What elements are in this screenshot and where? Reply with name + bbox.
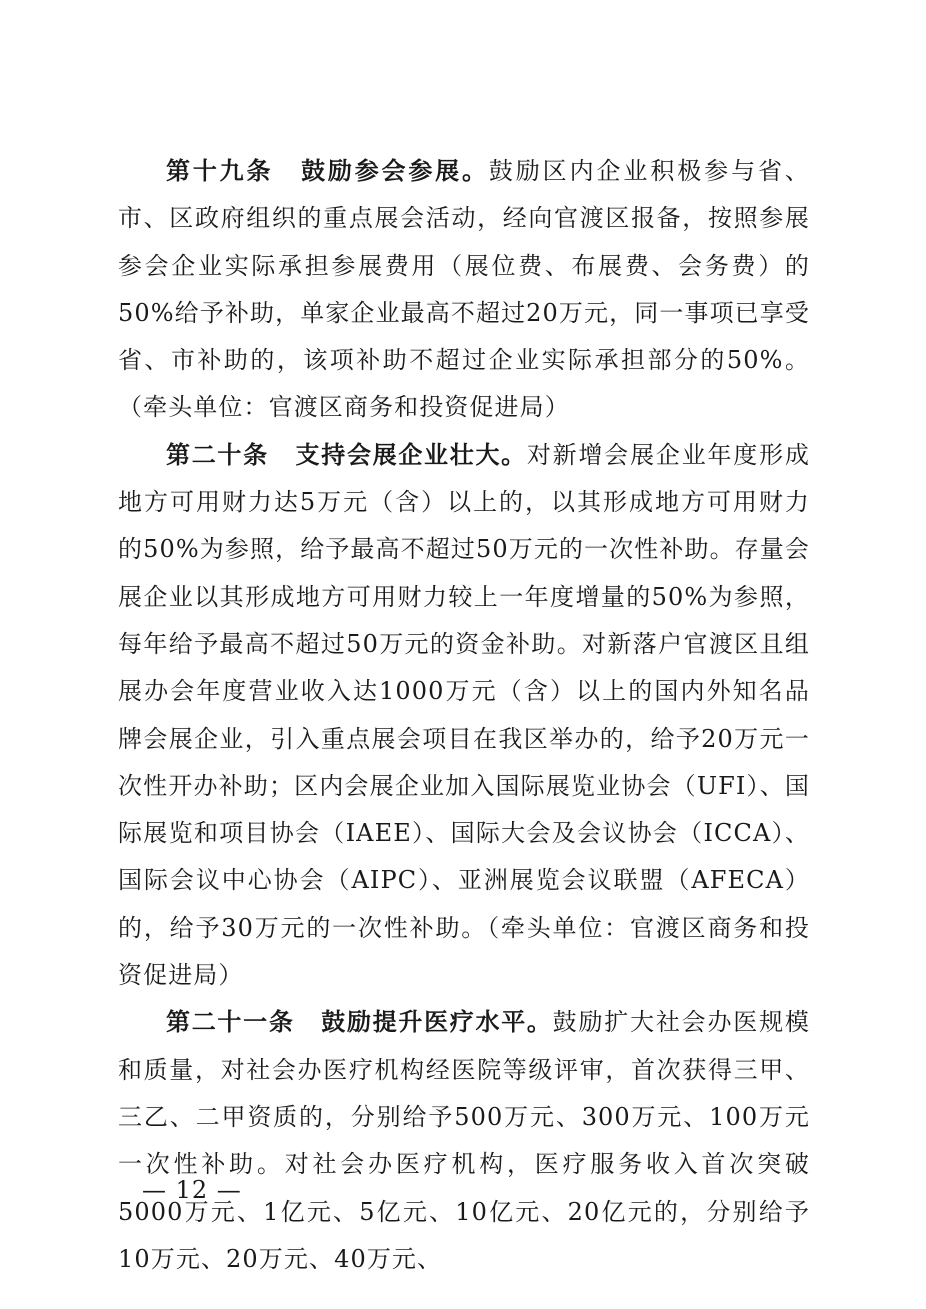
article-body: 对新增会展企业年度形成地方可用财力达5万元（含）以上的，以其形成地方可用财力的50%为参照，给予最高不超过50万元的一次性补助。存量会展企业以其形成地方可用财力较上一年度增量的50%为参照，每年给予最高不超过50万元的资金补助。对新落户官渡区且组展办会年度营业收入达1000万元（含）以上的国内外知名品牌会展企业，引入重点展会项目在我区举办的，给予20万元一次性开办补助；区内会展企业加入国际展览业协会（UFI）、国际展览和项目协会（IAEE）、国际大会及会议协会（ICCA）、国际会议中心协会（AIPC）、亚洲展览会议联盟（AFECA）的，给予30万元的一次性补助。（牵头单位：官渡区商务和投资促进局） [118, 440, 811, 990]
page-number: — 12 — [142, 1176, 242, 1204]
article-heading: 鼓励参会参展。 [299, 157, 489, 185]
article-heading: 鼓励提升医疗水平。 [320, 1008, 553, 1037]
article-heading: 支持会展企业壮大。 [294, 440, 527, 469]
article-paragraph [118, 999, 810, 1283]
article-paragraph [118, 432, 810, 1000]
article-number: 第二十条 [166, 440, 269, 469]
article-number: 第二十一条 [166, 1008, 295, 1037]
document-body [118, 148, 810, 1283]
article-body: 鼓励扩大社会办医规模和质量，对社会办医疗机构经医院等级评审，首次获得三甲、三乙、二甲资质的，分别给予500万元、300万元、100万元一次性补助。对社会办医疗机构，医疗服务收入首次突破5000万元、1亿元、5亿元、10亿元、20亿元的，分别给予10万元、20万元、40万元、 [118, 1008, 811, 1273]
article-paragraph [118, 148, 810, 432]
article-number: 第十九条 [166, 157, 274, 185]
article-body: 鼓励区内企业积极参与省、市、区政府组织的重点展会活动，经向官渡区报备，按照参展参会企业实际承担参展费用（展位费、布展费、会务费）的50%给予补助，单家企业最高不超过20万元，同一事项已享受省、市补助的，该项补助不超过企业实际承担部分的50%。（牵头单位：官渡区商务和投资促进局） [118, 157, 811, 422]
